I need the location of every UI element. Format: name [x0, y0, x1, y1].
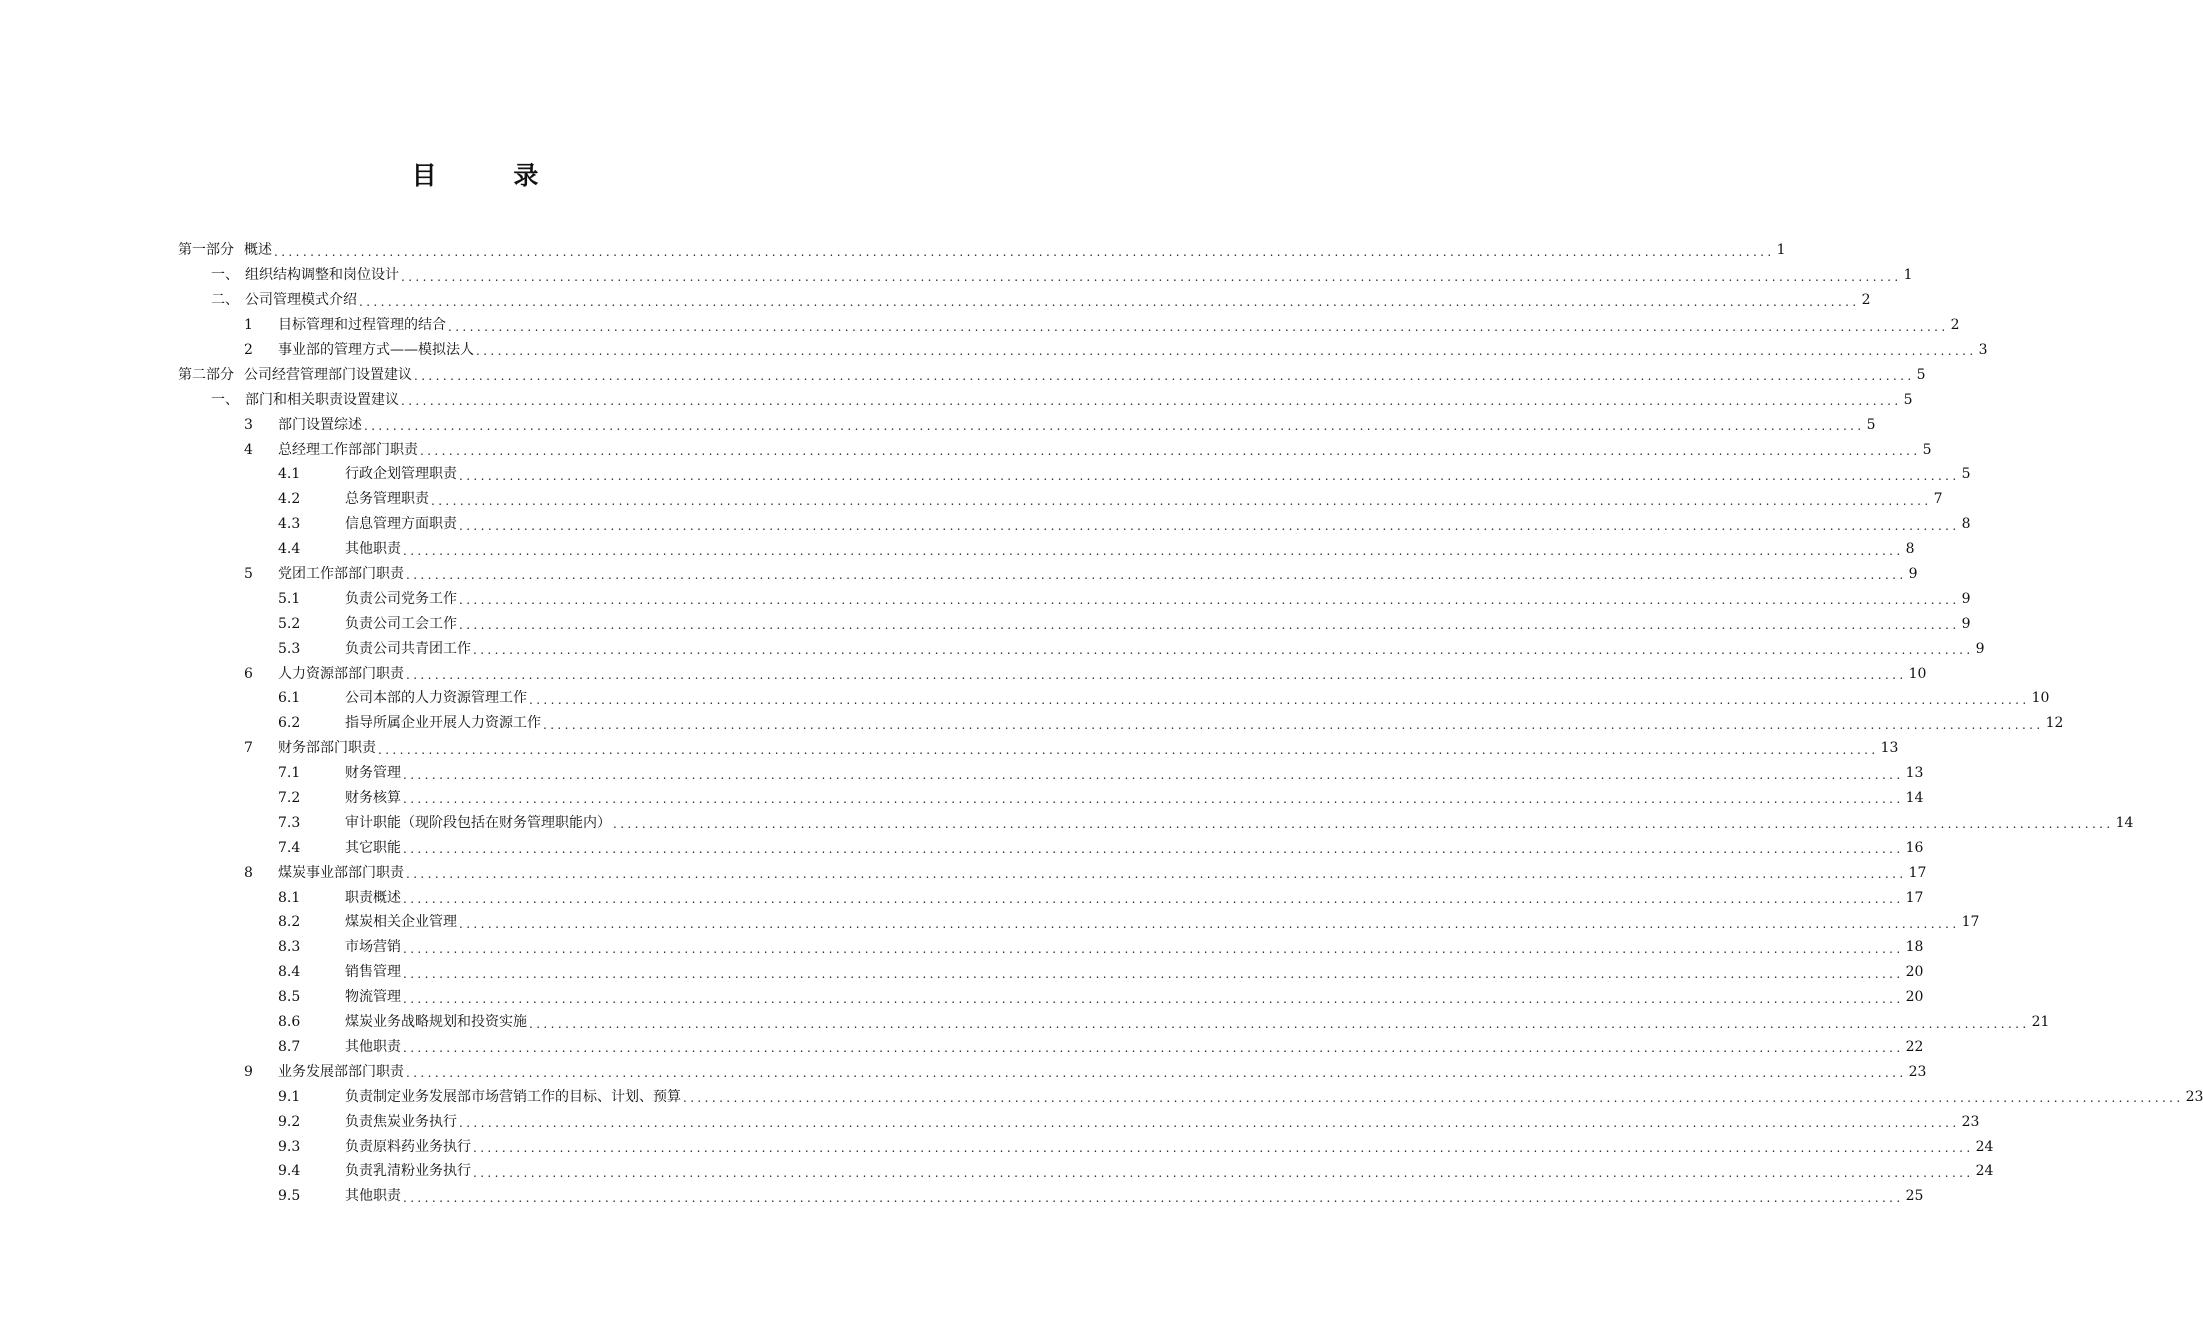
toc-entry-number: 9.2: [278, 1113, 301, 1130]
toc-entry[interactable]: [178, 537, 1915, 562]
toc-entry-number: 8.6: [278, 1014, 301, 1031]
toc-page-number: 20: [1905, 989, 1924, 1006]
toc-entry-number: 5.1: [278, 590, 301, 607]
toc-page-number: 9: [1975, 640, 1985, 657]
toc-dot-leader: [420, 445, 1921, 462]
toc-entry[interactable]: [178, 288, 1871, 313]
toc-entry-title: 部门设置综述: [278, 416, 362, 433]
toc-dot-leader: [459, 918, 1960, 935]
toc-page-number: 22: [1905, 1038, 1924, 1055]
toc-entry-title: 财务核算: [345, 790, 401, 807]
toc-dot-leader: [403, 968, 1904, 985]
toc-entry-number: 9: [244, 1063, 253, 1080]
toc-entry-title: 目标管理和过程管理的结合: [278, 317, 446, 334]
toc-entry[interactable]: [178, 860, 1927, 885]
toc-page-number: 2: [1950, 317, 1960, 334]
toc-dot-leader: [473, 644, 1974, 661]
table-of-contents: [178, 238, 2203, 1209]
toc-page-number: 3: [1978, 342, 1988, 358]
toc-entry-number: 9.1: [278, 1088, 301, 1105]
toc-entry[interactable]: [178, 412, 1876, 437]
toc-entry-title: 公司经营管理部门设置建议: [244, 366, 412, 383]
toc-page-number: 20: [1905, 964, 1924, 981]
toc-entry-number: 3: [244, 416, 253, 433]
toc-entry[interactable]: [178, 711, 2064, 736]
toc-entry[interactable]: [178, 960, 1924, 985]
toc-entry[interactable]: [178, 611, 1971, 636]
toc-entry-title: 信息管理方面职责: [345, 516, 457, 533]
toc-dot-leader: [403, 793, 1904, 810]
toc-page-number: 2: [1861, 292, 1871, 309]
toc-entry[interactable]: [178, 1184, 1924, 1209]
toc-entry-number: 9.3: [278, 1138, 301, 1155]
toc-entry-number: 8.3: [278, 939, 301, 956]
toc-entry[interactable]: [178, 835, 1924, 860]
toc-entry-title: 销售管理: [345, 964, 401, 981]
toc-page-number: 5: [1903, 391, 1913, 408]
toc-entry-number: 第二部分: [178, 366, 234, 383]
toc-dot-leader: [403, 893, 1904, 910]
toc-entry-number: 9.5: [278, 1188, 301, 1205]
toc-dot-leader: [459, 594, 1960, 611]
toc-entry-number: 6.1: [278, 690, 301, 707]
toc-page-number: 17: [1961, 914, 1980, 931]
toc-entry-number: 8.7: [278, 1038, 301, 1055]
toc-entry-number: 二、: [211, 292, 239, 309]
toc-page-number: 5: [1866, 416, 1876, 433]
toc-dot-leader: [403, 1042, 1904, 1059]
toc-entry-title: 负责乳清粉业务执行: [345, 1163, 471, 1180]
toc-dot-leader: [476, 345, 1977, 362]
toc-page-number: 25: [1905, 1188, 1924, 1205]
toc-dot-leader: [683, 1092, 2184, 1109]
toc-page-number: 1: [1776, 242, 1786, 259]
toc-dot-leader: [401, 271, 1902, 288]
toc-dot-leader: [364, 420, 1865, 437]
toc-entry-title: 其他职责: [345, 1038, 401, 1055]
toc-entry-title: 公司管理模式介绍: [245, 292, 357, 309]
toc-entry[interactable]: [178, 1159, 1994, 1184]
toc-entry-number: 4: [244, 441, 253, 458]
toc-entry[interactable]: [178, 313, 1960, 338]
toc-entry-title: 公司本部的人力资源管理工作: [345, 690, 527, 707]
toc-page-number: 13: [1905, 765, 1924, 782]
toc-entry[interactable]: [178, 810, 2134, 835]
toc-dot-leader: [414, 370, 1915, 387]
toc-entry-number: 7: [244, 740, 253, 757]
toc-dot-leader: [459, 619, 1960, 636]
toc-entry[interactable]: [178, 362, 1926, 387]
toc-page-number: 12: [2045, 715, 2064, 732]
toc-page-number: 24: [1975, 1163, 1994, 1180]
toc-page-number: 5: [1961, 466, 1971, 483]
toc-entry-number: 4.1: [278, 466, 301, 483]
toc-page-number: 9: [1908, 566, 1918, 583]
toc-page-number: 18: [1905, 939, 1924, 956]
toc-entry-title: 负责原料药业务执行: [345, 1138, 471, 1155]
toc-page-number: 14: [1905, 790, 1924, 807]
toc-entry-title: 煤炭业务战略规划和投资实施: [345, 1014, 527, 1031]
toc-entry-number: 8.4: [278, 964, 301, 981]
toc-entry[interactable]: [178, 512, 1971, 537]
toc-page-number: 23: [1908, 1063, 1927, 1080]
toc-entry[interactable]: [178, 562, 1918, 587]
toc-entry-number: 7.1: [278, 765, 301, 782]
toc-dot-leader: [473, 1167, 1974, 1184]
toc-dot-leader: [403, 943, 1904, 960]
toc-entry[interactable]: [178, 761, 1924, 786]
toc-dot-leader: [529, 1018, 2030, 1035]
toc-dot-leader: [529, 694, 2030, 711]
toc-dot-leader: [403, 545, 1904, 562]
toc-dot-leader: [543, 719, 2044, 736]
toc-dot-leader: [431, 495, 1932, 512]
toc-entry-number: 8: [244, 864, 253, 881]
toc-page-number: 10: [2031, 690, 2050, 707]
toc-page-number: 21: [2031, 1014, 2050, 1031]
toc-dot-leader: [406, 1067, 1907, 1084]
toc-entry-number: 8.5: [278, 989, 301, 1006]
toc-entry[interactable]: [178, 935, 1924, 960]
toc-entry-title: 负责公司党务工作: [345, 590, 457, 607]
toc-entry-title: 审计职能（现阶段包括在财务管理职能内）: [345, 814, 611, 831]
toc-entry-title: 其他职责: [345, 541, 401, 558]
toc-entry[interactable]: [178, 437, 1932, 462]
toc-entry-number: 4.3: [278, 516, 301, 533]
toc-page-number: 14: [2115, 814, 2134, 831]
toc-entry[interactable]: [178, 910, 1980, 935]
toc-entry-title: 负责焦炭业务执行: [345, 1113, 457, 1130]
toc-entry[interactable]: [178, 786, 1924, 811]
toc-entry-title: 负责制定业务发展部市场营销工作的目标、计划、预算: [345, 1088, 681, 1105]
toc-page-number: 17: [1905, 889, 1924, 906]
toc-entry-number: 5.3: [278, 640, 301, 657]
toc-dot-leader: [473, 1142, 1974, 1159]
toc-dot-leader: [403, 1192, 1904, 1209]
toc-entry[interactable]: [178, 263, 1913, 288]
toc-entry[interactable]: [178, 636, 1985, 661]
toc-entry[interactable]: [178, 1010, 2050, 1035]
toc-entry[interactable]: [178, 487, 1943, 512]
toc-page-number: 17: [1908, 864, 1927, 881]
page-title: 目 录: [411, 161, 573, 190]
toc-dot-leader: [403, 769, 1904, 786]
toc-entry[interactable]: [178, 661, 1927, 686]
toc-entry[interactable]: [178, 1035, 1924, 1060]
toc-entry[interactable]: [178, 338, 1988, 363]
toc-page-number: 8: [1961, 516, 1971, 533]
toc-page-number: 16: [1905, 839, 1924, 856]
toc-entry-title: 事业部的管理方式——模拟法人: [278, 342, 474, 358]
toc-entry[interactable]: [178, 462, 1971, 487]
toc-entry-title: 物流管理: [345, 989, 401, 1006]
toc-entry-title: 部门和相关职责设置建议: [245, 391, 399, 408]
toc-dot-leader: [403, 993, 1904, 1010]
toc-page-number: 24: [1975, 1138, 1994, 1155]
toc-entry-title: 业务发展部部门职责: [278, 1063, 404, 1080]
toc-entry-number: 7.3: [278, 814, 301, 831]
toc-entry-title: 组织结构调整和岗位设计: [245, 267, 399, 284]
toc-entry-number: 7.4: [278, 839, 301, 856]
toc-page-number: 23: [1961, 1113, 1980, 1130]
toc-entry-number: 7.2: [278, 790, 301, 807]
toc-dot-leader: [459, 520, 1960, 537]
toc-entry[interactable]: [178, 1059, 1927, 1084]
toc-dot-leader: [403, 843, 1904, 860]
toc-entry[interactable]: [178, 686, 2050, 711]
toc-entry-title: 总经理工作部部门职责: [278, 441, 418, 458]
toc-entry-title: 财务部部门职责: [278, 740, 376, 757]
toc-entry-number: 一、: [211, 267, 239, 284]
toc-entry[interactable]: [178, 586, 1971, 611]
toc-entry[interactable]: [178, 985, 1924, 1010]
toc-page-number: 5: [1916, 366, 1926, 383]
toc-entry-title: 负责公司工会工作: [345, 615, 457, 632]
toc-dot-leader: [274, 246, 1775, 263]
toc-page-number: 9: [1961, 590, 1971, 607]
toc-entry-number: 5: [244, 566, 253, 583]
toc-entry-number: 9.4: [278, 1163, 301, 1180]
toc-entry-number: 2: [244, 342, 253, 358]
toc-page-number: 23: [2185, 1088, 2203, 1105]
toc-entry-title: 概述: [244, 242, 272, 259]
toc-entry-title: 总务管理职责: [345, 491, 429, 508]
toc-entry-number: 4.2: [278, 491, 301, 508]
toc-entry[interactable]: [178, 387, 1913, 412]
toc-entry-title: 其它职能: [345, 839, 401, 856]
toc-entry-title: 其他职责: [345, 1188, 401, 1205]
toc-entry[interactable]: [178, 1134, 1994, 1159]
toc-entry[interactable]: [178, 885, 1924, 910]
toc-page-number: 9: [1961, 615, 1971, 632]
toc-page-number: 10: [1908, 665, 1927, 682]
toc-dot-leader: [359, 296, 1860, 313]
toc-entry-title: 行政企划管理职责: [345, 466, 457, 483]
toc-page-number: 5: [1922, 441, 1932, 458]
toc-page-number: 13: [1880, 740, 1899, 757]
toc-entry-title: 人力资源部部门职责: [278, 665, 404, 682]
toc-entry[interactable]: [178, 238, 1786, 263]
toc-entry[interactable]: [178, 1109, 1980, 1134]
toc-dot-leader: [378, 744, 1879, 761]
toc-entry-title: 煤炭相关企业管理: [345, 914, 457, 931]
toc-entry-number: 6: [244, 665, 253, 682]
toc-entry-title: 指导所属企业开展人力资源工作: [345, 715, 541, 732]
toc-entry-title: 职责概述: [345, 889, 401, 906]
toc-entry-number: 6.2: [278, 715, 301, 732]
toc-entry-number: 1: [244, 317, 253, 334]
toc-entry-number: 8.1: [278, 889, 301, 906]
toc-dot-leader: [401, 395, 1902, 412]
toc-dot-leader: [406, 569, 1907, 586]
toc-dot-leader: [406, 669, 1907, 686]
toc-entry-number: 5.2: [278, 615, 301, 632]
toc-dot-leader: [459, 470, 1960, 487]
toc-dot-leader: [459, 1117, 1960, 1134]
toc-entry-title: 党团工作部部门职责: [278, 566, 404, 583]
toc-entry-title: 负责公司共青团工作: [345, 640, 471, 657]
toc-dot-leader: [448, 321, 1949, 338]
toc-entry[interactable]: [178, 1084, 2203, 1109]
toc-entry-title: 市场营销: [345, 939, 401, 956]
toc-entry-title: 煤炭事业部部门职责: [278, 864, 404, 881]
toc-entry-number: 第一部分: [178, 242, 234, 259]
toc-page-number: 8: [1905, 541, 1915, 558]
toc-entry[interactable]: [178, 736, 1899, 761]
toc-entry-number: 4.4: [278, 541, 301, 558]
toc-entry-number: 8.2: [278, 914, 301, 931]
toc-page-number: 1: [1903, 267, 1913, 284]
toc-dot-leader: [406, 868, 1907, 885]
toc-dot-leader: [613, 818, 2114, 835]
toc-page-number: 7: [1933, 491, 1943, 508]
toc-entry-number: 一、: [211, 391, 239, 408]
toc-entry-title: 财务管理: [345, 765, 401, 782]
